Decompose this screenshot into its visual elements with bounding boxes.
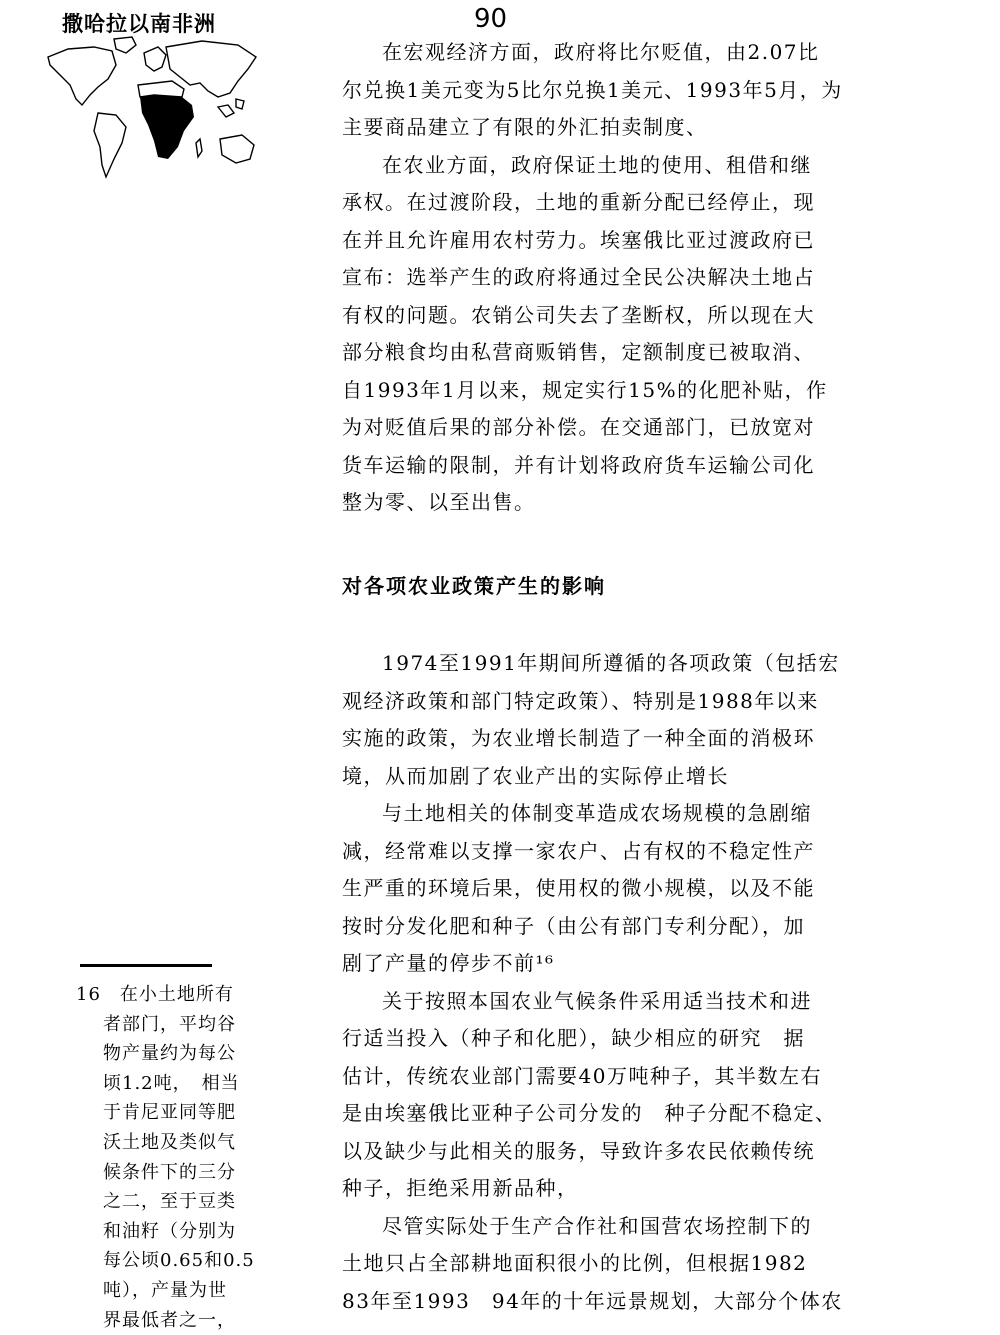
text-line: 剧了产量的停步不前¹⁶	[342, 951, 555, 975]
section-heading: 对各项农业政策产生的影响	[342, 574, 606, 598]
footnote-line: 之二，至于豆类	[103, 1191, 236, 1213]
footnote-line: 吨），产量为世	[103, 1279, 227, 1301]
text-line: 在并且允许雇用农村劳力。埃塞俄比亚过渡政府已	[342, 227, 815, 252]
southeast-asia-islands	[218, 99, 244, 117]
text-line: 境，从而加剧了农业产出的实际停止增长	[342, 763, 729, 788]
madagascar-outline	[196, 139, 202, 157]
text-line: 部分粮食均由私营商贩销售，定额制度已被取消、	[342, 340, 815, 364]
text-line: 以及缺少与此相关的服务，导致许多农民依赖传统	[342, 1138, 815, 1163]
text-line: 减，经常难以支撑一家农户、占有权的不稳定性产	[342, 838, 815, 863]
text-line: 在农业方面，政府保证土地的使用、租借和继	[382, 152, 812, 177]
text-line: 整为零、以至出售。	[342, 490, 536, 514]
text-line: 为对贬值后果的部分补偿。在交通部门，已放宽对	[342, 415, 815, 439]
text-line: 有权的问题。农销公司失去了垄断权，所以现在大	[342, 302, 815, 327]
north-africa-outline	[138, 81, 184, 97]
footnote-divider	[80, 964, 212, 967]
text-line: 宣布：选举产生的政府将通过全民公决解决土地占	[342, 265, 815, 289]
north-america-outline	[48, 47, 116, 105]
text-line: 生严重的环境后果，使用权的微小规模，以及不能	[342, 876, 815, 900]
footnote-line: 16 在小土地所有	[76, 984, 234, 1005]
footnote-line: 顷1.2吨， 相当	[103, 1072, 240, 1094]
text-line: 是由埃塞俄比亚种子公司分发的 种子分配不稳定、	[342, 1101, 837, 1125]
footnote-line: 界最低者之一，	[103, 1309, 236, 1331]
footnote-line: 候条件下的三分	[103, 1161, 236, 1183]
footnote-line: 物产量约为每公	[103, 1043, 236, 1065]
sub-saharan-africa-shape	[140, 95, 194, 159]
region-label: 撒哈拉以南非洲	[62, 11, 216, 36]
footnote-line: 沃土地及类似气	[103, 1131, 236, 1153]
text-line: 关于按照本国农业气候条件采用适当技术和进	[382, 988, 812, 1013]
text-line: 在宏观经济方面，政府将比尔贬值，由2.07比	[382, 40, 820, 64]
text-line: 与土地相关的体制变革造成农场规模的急剧缩	[382, 801, 812, 825]
europe-outline	[144, 47, 166, 71]
text-line: 承权。在过渡阶段，土地的重新分配已经停止，现	[342, 190, 815, 214]
text-line: 尔兑换1美元变为5比尔兑换1美元、1993年5月，为	[342, 77, 843, 102]
text-line: 行适当投入（种子和化肥），缺少相应的研究 据	[342, 1026, 805, 1050]
text-line: 按时分发化肥和种子（由公有部门专利分配），加	[342, 913, 805, 938]
page-number: 90	[474, 4, 508, 34]
text-line: 货车运输的限制，并有计划将政府货车运输公司化	[342, 452, 815, 477]
footnote-line: 每公顷0.65和0.5	[103, 1250, 255, 1272]
text-line: 估计，传统农业部门需要40万吨种子，其半数左右	[342, 1063, 822, 1088]
text-line: 自1993年1月以来，规定实行15%的化肥补贴，作	[342, 377, 828, 402]
footnote-line: 于肯尼亚同等肥	[103, 1102, 236, 1124]
world-map-icon	[42, 35, 260, 185]
text-line: 83年至1993 94年的十年远景规划，大部分个体农	[342, 1288, 843, 1313]
text-line: 实施的政策，为农业增长制造了一种全面的消极环	[342, 726, 815, 750]
text-line: 土地只占全部耕地面积很小的比例，但根据1982	[342, 1251, 808, 1275]
footnote-line: 者部门，平均谷	[103, 1013, 236, 1035]
main-text-section-2	[342, 645, 942, 1320]
text-line: 1974至1991年期间所遵循的各项政策（包括宏	[382, 651, 840, 675]
main-text-section-1	[342, 34, 930, 522]
text-line: 尽管实际处于生产合作社和国营农场控制下的	[382, 1213, 812, 1238]
text-line: 观经济政策和部门特定政策）、特别是1988年以来	[342, 688, 819, 713]
footnote	[76, 980, 306, 1335]
text-line: 种子，拒绝采用新品种，	[342, 1176, 579, 1200]
south-america-outline	[94, 113, 126, 177]
australia-outline	[220, 135, 254, 163]
text-line: 主要商品建立了有限的外汇拍卖制度、	[342, 115, 708, 139]
footnote-line: 和油籽（分别为	[103, 1220, 236, 1242]
greenland-outline	[114, 37, 136, 53]
